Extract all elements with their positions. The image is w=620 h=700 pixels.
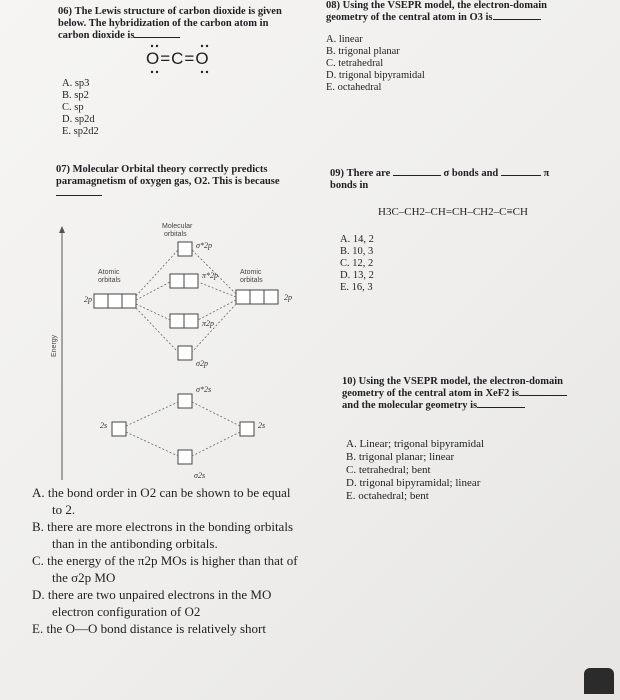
question-07-line1: Molecular Orbital theory correctly predicts [72,164,268,175]
question-10-line3: and the molecular geometry is [342,400,478,411]
answer-blank [56,195,102,196]
question-10 [342,376,612,412]
question-09-options [340,234,374,294]
pi-blank [501,175,541,176]
question-09-text-c: π [543,168,550,179]
label-2s-left: 2s [100,421,108,430]
answer-blank [493,19,541,20]
lewis-formula: O=C=O [146,49,210,68]
option-c: C. tetrahedral; bent [346,464,431,476]
atomic-orbitals-left-label: Atomic orbitals [98,269,121,284]
option-c: C. tetrahedral [326,58,384,69]
lewis-structure [140,42,230,78]
question-08-line1: Using the VSEPR model, the electron-domain [342,0,547,11]
sigma-blank [393,175,441,176]
svg-text:σ*2p: σ*2p [196,241,212,250]
option-b: B. there are more electrons in the bonding orbitals than in the antibonding orbitals. [32,519,294,551]
question-08-number: 08) [326,0,340,11]
question-09-line2: bonds in [330,180,369,191]
question-10-options [346,438,484,503]
option-e: E. octahedral [326,82,382,93]
question-06-line1: The Lewis structure of carbon dioxide is given [74,6,282,17]
answer-blank-2 [477,407,525,408]
question-07-options [32,484,332,637]
question-08-line2: geometry of the central atom in O3 is [326,12,493,23]
option-e: E. sp2d2 [62,126,99,137]
option-c: C. 12, 2 [340,258,374,269]
svg-text:σ*2s: σ*2s [196,385,212,394]
question-07-number: 07) [56,164,70,175]
answer-blank [134,37,180,38]
question-06-number: 06) [58,6,72,17]
question-06-line3: carbon dioxide is [58,30,135,41]
option-c: C. sp [62,102,84,113]
option-a: A. sp3 [62,78,90,89]
mo-diagram-svg [40,222,320,487]
mo-label-l1: Molecular [162,223,193,230]
option-e: E. octahedral; bent [346,490,429,502]
question-10-line1: Using the VSEPR model, the electron-domain [358,376,563,387]
option-a: A. linear [326,34,363,45]
question-06-line2: below. The hybridization of the carbon atom in [58,18,269,29]
option-d: D. sp2d [62,114,95,125]
answer-blank [519,395,567,396]
option-d: D. there are two unpaired electrons in the MO electron configuration of O2 [32,587,272,619]
label-2p-right: 2p [284,293,292,302]
question-09 [330,168,590,192]
energy-label: Energy [51,334,58,357]
overlay-app-icon[interactable] [584,668,614,694]
option-d: D. 13, 2 [340,270,374,281]
label-2s-right: 2s [258,421,266,430]
option-e: E. 16, 3 [340,282,373,293]
svg-text:π2p: π2p [202,319,215,328]
question-08 [326,0,576,24]
option-a: A. 14, 2 [340,234,374,245]
question-09-number: 09) [330,168,344,179]
label-2p-left: 2p [84,295,92,304]
option-b: B. trigonal planar; linear [346,451,455,463]
option-b: B. sp2 [62,90,89,101]
question-06 [58,6,308,42]
question-07-line2: paramagnetism of oxygen gas, O2. This is because [56,176,280,187]
option-d: D. trigonal bipyramidal [326,70,425,81]
svg-text:σ2s: σ2s [194,471,206,480]
option-b: B. trigonal planar [326,46,400,57]
option-e: E. the O—O bond distance is relatively short [32,621,266,636]
option-b: B. 10, 3 [340,246,374,257]
question-08-options [326,34,425,94]
mo-label-l2: orbitals [164,231,187,238]
question-07 [56,164,316,200]
question-06-options [62,78,99,138]
svg-text:π*2p: π*2p [202,271,219,280]
option-c: C. the energy of the π2p MOs is higher than that of the σ2p MO [32,553,298,585]
svg-text:σ2p: σ2p [196,359,208,368]
atomic-orbitals-right-label: Atomic orbitals [240,269,263,284]
question-10-number: 10) [342,376,356,387]
structural-formula: H3C–CH2–CH=CH–CH2–C≡CH [378,206,528,218]
option-d: D. trigonal bipyramidal; linear [346,477,481,489]
option-a: A. Linear; trigonal bipyramidal [346,438,485,450]
mo-diagram [40,222,320,492]
question-09-text-b: σ bonds and [443,168,499,179]
molecular-orbitals-label [162,223,194,238]
option-a: A. the bond order in O2 can be shown to be equal to 2. [32,485,291,517]
question-09-text-a: There are [346,168,391,179]
question-10-line2: geometry of the central atom in XeF2 is [342,388,519,399]
